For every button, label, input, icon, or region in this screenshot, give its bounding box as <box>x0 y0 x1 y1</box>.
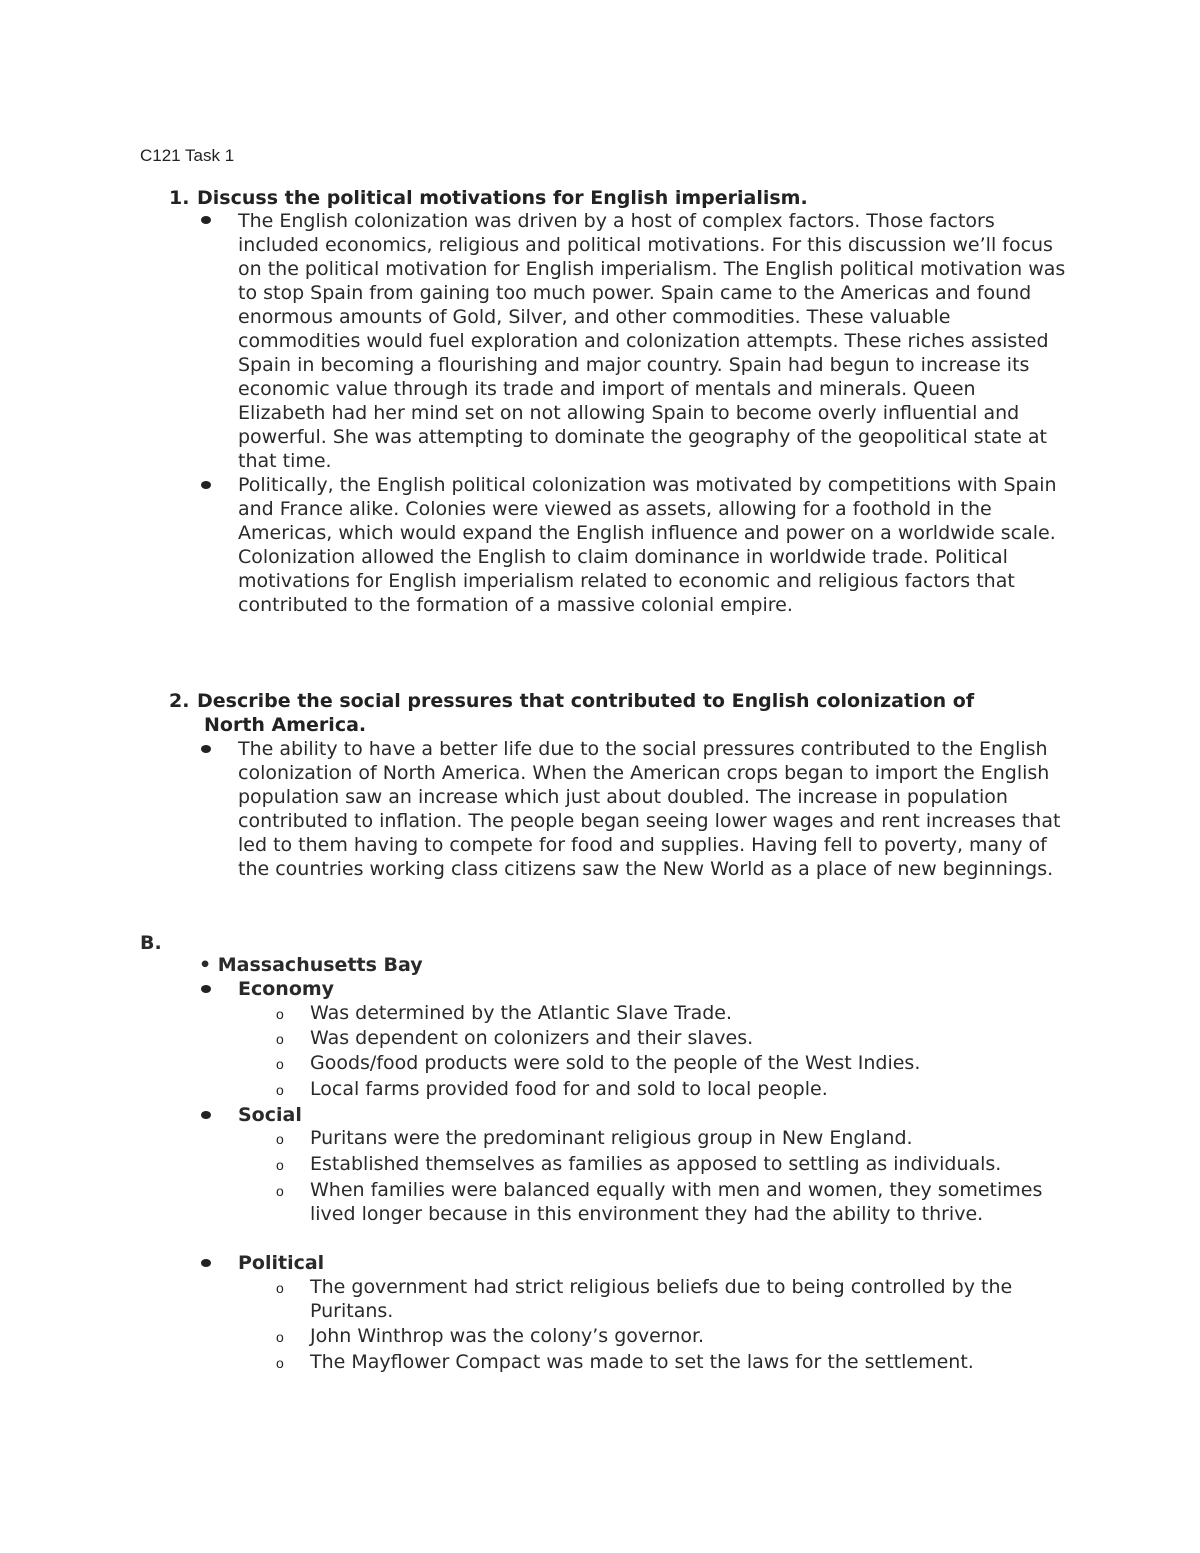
social-heading: Social <box>238 1104 302 1126</box>
economy-item-3: Goods/food products were sold to the people of the West Indies. <box>310 1052 921 1074</box>
question-2-answer-1: The ability to have a better life due to the social pressures contributed to the English colonization of North America. When the American crops began to import the English population saw an increase which just about doubled. The increase in population contributed to inflation. The people began seeing lower wages and rent increases that led to them having to compete for food and supplies. Having fell to poverty, many of the countries working class citizens saw the New World as a place of new beginnings. <box>238 738 1061 880</box>
question-2 <box>169 689 1069 737</box>
economy-item-1: Was determined by the Atlantic Slave Trade. <box>310 1002 733 1024</box>
sub-bullet-icon: o <box>276 1329 284 1345</box>
sub-bullet-icon: o <box>276 1183 284 1199</box>
political-item-3: The Mayflower Compact was made to set the laws for the settlement. <box>310 1351 974 1373</box>
question-2-text-line-2: North America. <box>204 714 367 736</box>
sub-bullet-icon: o <box>276 1355 284 1371</box>
sub-bullet-icon: o <box>276 1031 284 1047</box>
question-1 <box>169 186 1069 210</box>
sub-bullet-icon: o <box>276 1006 284 1022</box>
question-2-number: 2. <box>169 690 190 712</box>
sub-bullet-icon: o <box>276 1082 284 1098</box>
bullet-icon <box>201 481 211 489</box>
bullet-icon <box>201 1259 211 1267</box>
question-2-text-line-1: Describe the social pressures that contributed to English colonization of <box>197 690 975 712</box>
bullet-icon <box>201 745 211 753</box>
question-1-number: 1. <box>169 187 190 209</box>
bullet-icon <box>201 985 211 993</box>
social-item-2: Established themselves as families as apposed to settling as individuals. <box>310 1153 1002 1175</box>
document-title: C121 Task 1 <box>140 146 235 165</box>
question-1-text: Discuss the political motivations for English imperialism. <box>197 187 808 209</box>
question-1-answer-2: Politically, the English political colonization was motivated by competitions with Spain and France alike. Colonies were viewed as assets, allowing for a foothold in the Americas, which would expand the English influence and power on a worldwide scale. Colonization allowed the English to claim dominance in worldwide trade. Political motivations for English imperialism related to economic and religious factors that contributed to the formation of a massive colonial empire. <box>238 474 1057 616</box>
economy-item-2: Was dependent on colonizers and their slaves. <box>310 1027 754 1049</box>
sub-bullet-icon: o <box>276 1056 284 1072</box>
colony-heading: • Massachusetts Bay <box>199 954 423 976</box>
bullet-icon <box>201 1111 211 1119</box>
question-1-answer-1: The English colonization was driven by a host of complex factors. Those factors included economics, religious and political motivations. For this discussion we’ll focus on the political motivation for English imperialism. The English political motivation was to stop Spain from gaining too much power. Spain came to the Americas and found enormous amounts of Gold, Silver, and other commodities. These valuable commodities would fuel exploration and colonization attempts. These riches assisted Spain in becoming a flourishing and major country. Spain had begun to increase its economic value through its trade and import of mentals and minerals. Queen Elizabeth had her mind set on not allowing Spain to become overly influential and powerful. She was attempting to dominate the geography of the geopolitical state at that time. <box>238 210 1066 472</box>
sub-bullet-icon: o <box>276 1280 284 1296</box>
sub-bullet-icon: o <box>276 1131 284 1147</box>
social-item-1: Puritans were the predominant religious group in New England. <box>310 1127 913 1149</box>
section-b-label: B. <box>140 932 162 954</box>
political-heading: Political <box>238 1252 325 1274</box>
political-item-2: John Winthrop was the colony’s governor. <box>310 1325 705 1347</box>
bullet-icon <box>201 216 211 224</box>
sub-bullet-icon: o <box>276 1157 284 1173</box>
social-item-3: When families were balanced equally with men and women, they sometimes lived longer because in this environment they had the ability to thrive. <box>310 1179 1043 1225</box>
economy-heading: Economy <box>238 978 335 1000</box>
economy-item-4: Local farms provided food for and sold to local people. <box>310 1078 828 1100</box>
political-item-1: The government had strict religious beliefs due to being controlled by the Puritans. <box>310 1276 1013 1322</box>
